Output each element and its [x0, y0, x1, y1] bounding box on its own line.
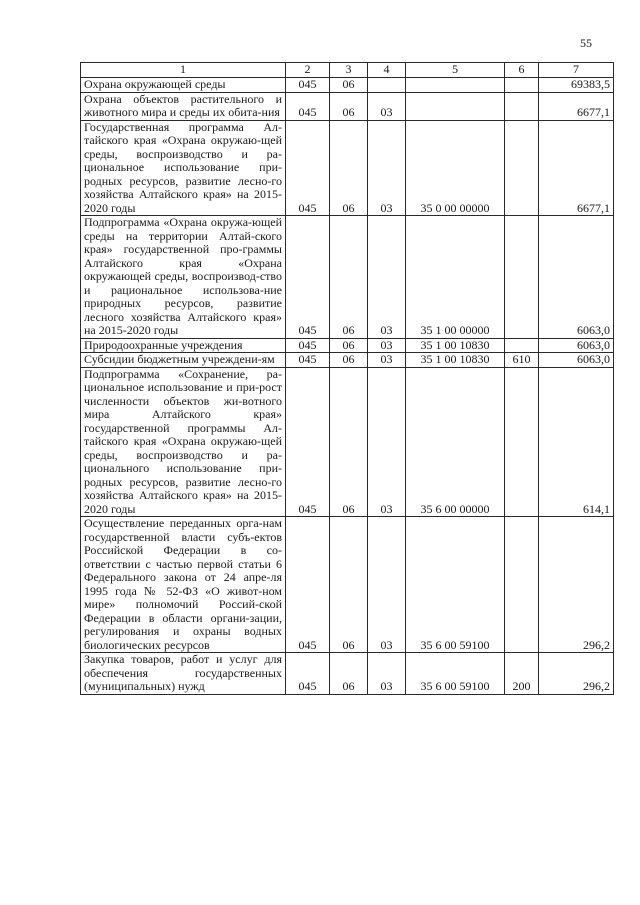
table-row — [81, 517, 614, 653]
cell-c2: 045 — [286, 338, 330, 353]
column-header: 2 — [286, 63, 330, 78]
cell-amount: 6063,0 — [539, 338, 614, 353]
cell-c4: 03 — [368, 92, 406, 120]
cell-c2: 045 — [286, 353, 330, 368]
cell-c4: 03 — [368, 367, 406, 517]
cell-amount: 6677,1 — [539, 92, 614, 120]
column-header: 5 — [406, 63, 505, 78]
cell-c5: 35 1 00 10830 — [406, 353, 505, 368]
cell-c3: 06 — [330, 120, 368, 216]
cell-c5: 35 6 00 00000 — [406, 367, 505, 517]
cell-c2: 045 — [286, 216, 330, 339]
cell-name: Субсидии бюджетным учреждени-ям — [81, 353, 286, 368]
cell-name: Подпрограмма «Охрана окружа-ющей среды на территории Алтай-ского края» государственной про-граммы Алтайского края «Охрана окружающей среды, воспроизвод-ство и рациональное использова-ние природных ресурсов, развитие лесного хозяйства Алтайского края» на 2015-2020 годы — [81, 216, 286, 339]
cell-amount: 6677,1 — [539, 120, 614, 216]
column-header: 4 — [368, 63, 406, 78]
cell-c4: 03 — [368, 653, 406, 695]
cell-c3: 06 — [330, 353, 368, 368]
table-row — [81, 120, 614, 216]
cell-c2: 045 — [286, 517, 330, 653]
cell-c6 — [505, 78, 539, 93]
column-header: 6 — [505, 63, 539, 78]
cell-c2: 045 — [286, 653, 330, 695]
cell-c6: 610 — [505, 353, 539, 368]
cell-c2: 045 — [286, 92, 330, 120]
table-row — [81, 338, 614, 353]
cell-c6 — [505, 92, 539, 120]
cell-amount: 69383,5 — [539, 78, 614, 93]
cell-name: Охрана окружающей среды — [81, 78, 286, 93]
cell-name: Охрана объектов растительного и животного мира и среды их обита-ния — [81, 92, 286, 120]
cell-c5 — [406, 78, 505, 93]
cell-c5: 35 6 00 59100 — [406, 517, 505, 653]
cell-c6 — [505, 367, 539, 517]
column-header: 3 — [330, 63, 368, 78]
cell-c3: 06 — [330, 338, 368, 353]
cell-amount: 296,2 — [539, 517, 614, 653]
cell-c6 — [505, 338, 539, 353]
cell-c3: 06 — [330, 78, 368, 93]
cell-c5 — [406, 92, 505, 120]
table-row — [81, 78, 614, 93]
column-header: 7 — [539, 63, 614, 78]
cell-c2: 045 — [286, 120, 330, 216]
table-row — [81, 92, 614, 120]
table-row — [81, 216, 614, 339]
cell-amount: 6063,0 — [539, 216, 614, 339]
cell-c4: 03 — [368, 517, 406, 653]
cell-c5: 35 1 00 00000 — [406, 216, 505, 339]
cell-name: Государственная программа Ал-тайского края «Охрана окружаю-щей среды, воспроизводство и ра-циональное использование при-родных ресурсов, развитие лесно-го хозяйства Алтайского края» на 2015-2020 годы — [81, 120, 286, 216]
table-header-row — [81, 63, 614, 78]
cell-c3: 06 — [330, 653, 368, 695]
table-row — [81, 653, 614, 695]
cell-c4 — [368, 78, 406, 93]
cell-c5: 35 0 00 00000 — [406, 120, 505, 216]
cell-name: Подпрограмма «Сохранение, ра-циональное использование и при-рост численности объектов жи-вотного мира Алтайского края» государственной программы Ал-тайского края «Охрана окружаю-щей среды, воспроизводство и ра-ционального использование при-родных ресурсов, развитие лесно-го хозяйства Алтайского края» на 2015-2020 годы — [81, 367, 286, 517]
cell-c4: 03 — [368, 338, 406, 353]
cell-c2: 045 — [286, 367, 330, 517]
cell-amount: 296,2 — [539, 653, 614, 695]
cell-c3: 06 — [330, 367, 368, 517]
table-row — [81, 353, 614, 368]
cell-c4: 03 — [368, 216, 406, 339]
cell-c3: 06 — [330, 216, 368, 339]
cell-c3: 06 — [330, 92, 368, 120]
cell-name: Закупка товаров, работ и услуг для обеспечения государственных (муниципальных) нужд — [81, 653, 286, 695]
cell-c2: 045 — [286, 78, 330, 93]
cell-c3: 06 — [330, 517, 368, 653]
cell-c4: 03 — [368, 120, 406, 216]
cell-name: Осуществление переданных орга-нам государственной власти субъ-ектов Российской Федерации в со-ответствии с частью первой статьи 6 Федерального закона от 24 апре-ля 1995 года № 52-ФЗ «О живот-ном мире» полномочий Россий-ской Федерации в области органи-зации, регулирования и охраны водных биологических ресурсов — [81, 517, 286, 653]
table-row — [81, 367, 614, 517]
page-number: 55 — [580, 36, 592, 50]
cell-c5: 35 6 00 59100 — [406, 653, 505, 695]
cell-c6 — [505, 216, 539, 339]
cell-amount: 6063,0 — [539, 353, 614, 368]
budget-table — [80, 62, 614, 695]
cell-name: Природоохранные учреждения — [81, 338, 286, 353]
cell-c6 — [505, 517, 539, 653]
cell-c5: 35 1 00 10830 — [406, 338, 505, 353]
cell-amount: 614,1 — [539, 367, 614, 517]
cell-c6: 200 — [505, 653, 539, 695]
cell-c6 — [505, 120, 539, 216]
column-header: 1 — [81, 63, 286, 78]
cell-c4: 03 — [368, 353, 406, 368]
